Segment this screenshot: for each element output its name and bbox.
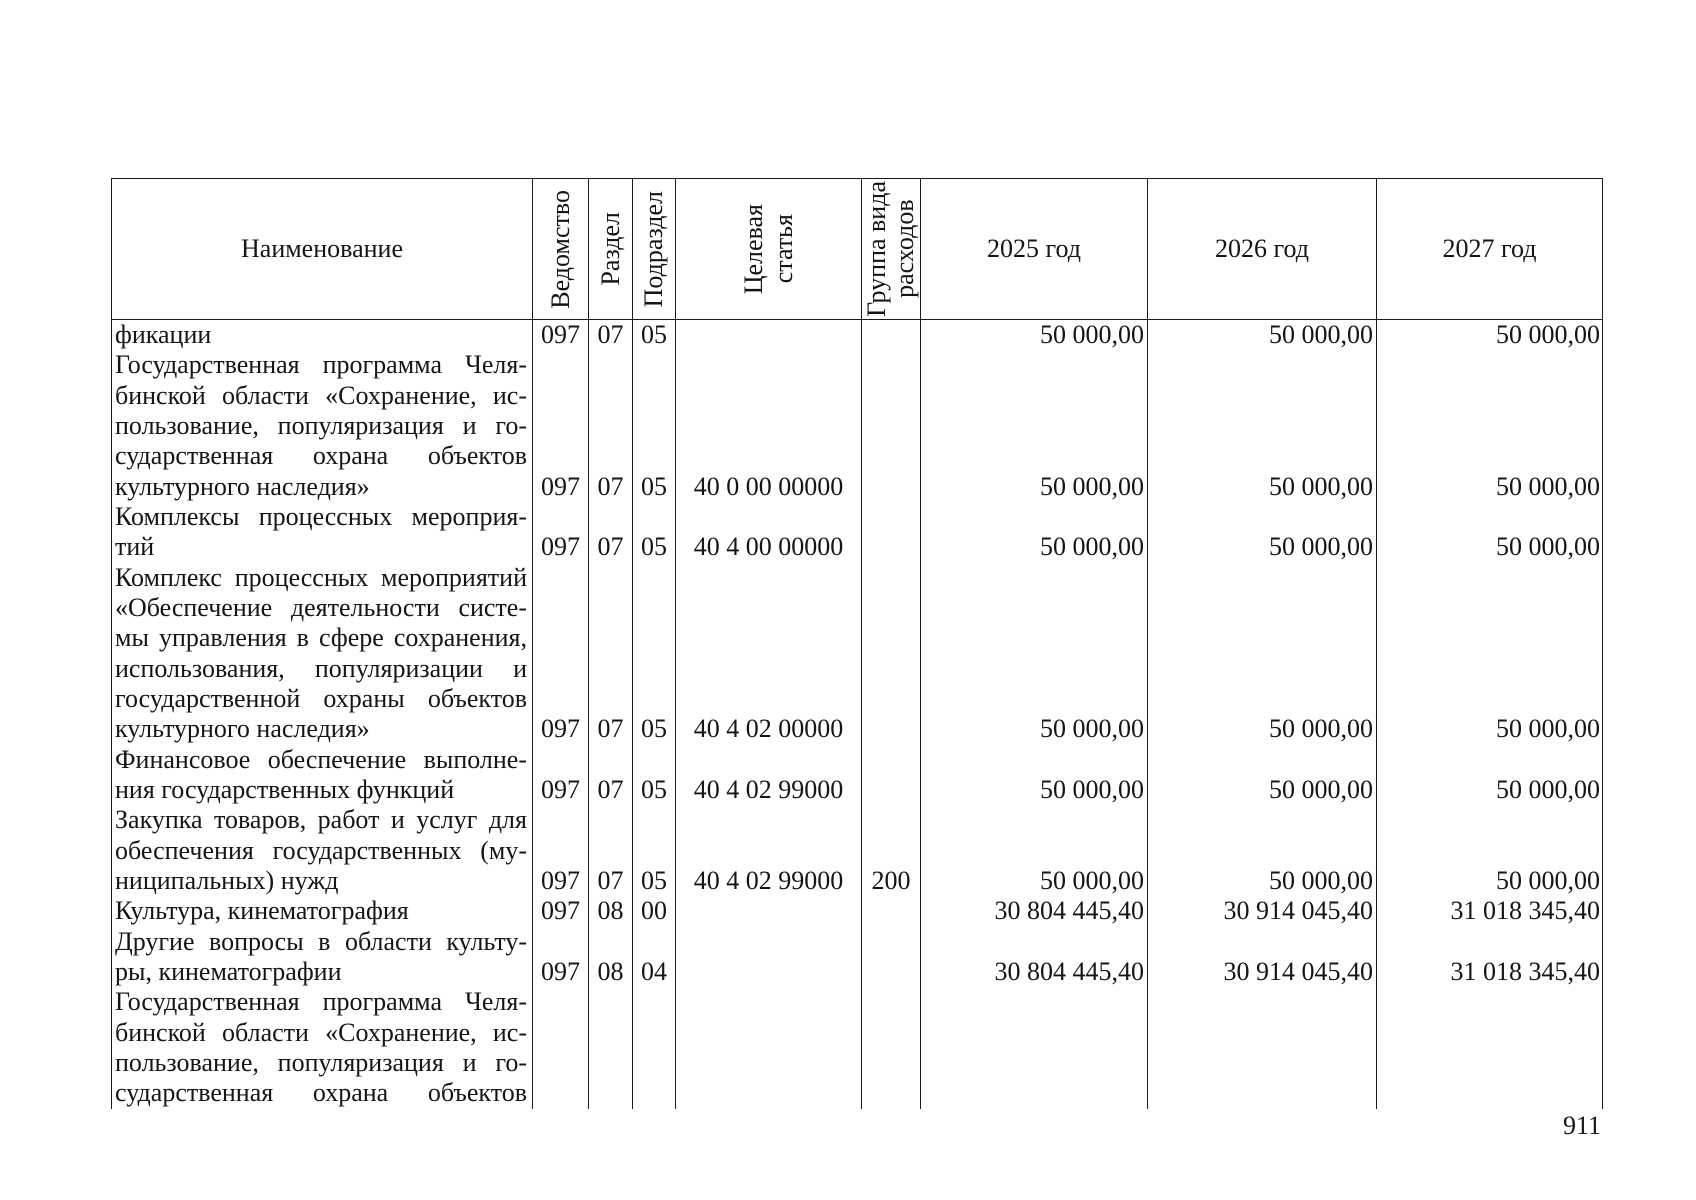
header-year-2027 xyxy=(1376,179,1603,319)
amount-2027-cell xyxy=(1376,896,1603,926)
expense-type-group-cell xyxy=(861,896,920,926)
department-cell xyxy=(532,320,588,350)
department-cell xyxy=(532,563,588,745)
section-code: 07 xyxy=(597,774,624,804)
amount-2025-cell xyxy=(920,320,1147,350)
department-code: 097 xyxy=(541,320,580,349)
amount-2026-cell xyxy=(1147,896,1376,926)
subsection-code: 00 xyxy=(641,896,667,926)
department-cell xyxy=(532,896,588,926)
header-name xyxy=(111,179,532,319)
name-line: ниципальных) нужд xyxy=(115,865,339,895)
amount-2025: 30 804 445,40 xyxy=(994,896,1144,926)
section-cell xyxy=(588,927,632,988)
amount-2025-cell xyxy=(920,896,1147,926)
header-year-2026-label: 2026 год xyxy=(1215,234,1309,263)
expense-type-group-code: 200 xyxy=(871,865,911,895)
amount-2026: 30 914 045,40 xyxy=(1223,896,1373,926)
name-cell xyxy=(111,927,532,988)
amount-2026-cell xyxy=(1147,320,1376,350)
expense-type-group-cell xyxy=(861,350,920,502)
amount-2027-cell xyxy=(1376,987,1603,1108)
amount-2026-cell xyxy=(1147,927,1376,988)
department-cell xyxy=(532,745,588,806)
subsection-code: 05 xyxy=(641,320,667,349)
amount-2027: 50 000,00 xyxy=(1496,774,1600,804)
table-row xyxy=(111,896,1603,926)
amount-2026-cell xyxy=(1147,502,1376,563)
subsection-cell xyxy=(632,805,675,896)
amount-2025-cell xyxy=(920,502,1147,563)
amount-2027-cell xyxy=(1376,350,1603,502)
name-line: тий xyxy=(115,532,155,562)
header-department-label: Ведомство xyxy=(545,189,575,309)
name-line: фикации xyxy=(115,320,212,349)
target-article-cell xyxy=(675,350,861,502)
name-cell xyxy=(111,320,532,350)
header-expense-type-group-line: расходов xyxy=(890,199,919,299)
target-article-code: 40 4 02 99000 xyxy=(693,865,844,895)
name-cell xyxy=(111,805,532,896)
name-line: пользование, популяризация и го- xyxy=(115,1047,527,1077)
amount-2027-cell xyxy=(1376,927,1603,988)
department-code: 097 xyxy=(541,714,580,744)
department-cell xyxy=(532,987,588,1108)
subsection-cell xyxy=(632,987,675,1108)
header-subsection-text xyxy=(639,191,669,307)
table-row xyxy=(111,927,1603,988)
section-code: 08 xyxy=(597,956,624,986)
amount-2026: 50 000,00 xyxy=(1269,714,1373,744)
target-article-code: 40 4 02 99000 xyxy=(693,774,844,804)
section-cell xyxy=(588,896,632,926)
amount-2026-cell xyxy=(1147,745,1376,806)
header-subsection xyxy=(632,179,675,319)
table-row xyxy=(111,350,1603,502)
name-cell xyxy=(111,502,532,563)
name-line: ры, кинематографии xyxy=(115,956,342,986)
name-cell xyxy=(111,350,532,502)
amount-2026: 50 000,00 xyxy=(1269,865,1373,895)
amount-2025: 30 804 445,40 xyxy=(994,956,1144,986)
expense-type-group-cell xyxy=(861,502,920,563)
name-line: мы управления в сфере сохранения, xyxy=(115,623,527,653)
expense-type-group-cell xyxy=(861,745,920,806)
amount-2025: 50 000,00 xyxy=(1040,320,1144,349)
name-line: сударственная охрана объектов xyxy=(115,1078,527,1108)
table-row xyxy=(111,987,1603,1108)
department-cell xyxy=(532,805,588,896)
name-line: обеспечения государственных (му- xyxy=(115,835,527,865)
target-article-cell xyxy=(675,805,861,896)
name-line: бинской области «Сохранение, ис- xyxy=(115,380,527,410)
subsection-code: 05 xyxy=(641,532,667,562)
amount-2025: 50 000,00 xyxy=(1040,774,1144,804)
header-section-label: Раздел xyxy=(595,212,625,286)
amount-2027-cell xyxy=(1376,502,1603,563)
department-code: 097 xyxy=(541,896,580,926)
subsection-cell xyxy=(632,350,675,502)
amount-2025-cell xyxy=(920,350,1147,502)
section-cell xyxy=(588,745,632,806)
name-line: культурного наследия» xyxy=(115,471,370,501)
section-cell xyxy=(588,320,632,350)
name-line: Комплекс процессных мероприятий xyxy=(115,562,527,592)
amount-2026-cell xyxy=(1147,563,1376,745)
header-target-article-line: Целевая xyxy=(738,203,768,295)
subsection-code: 05 xyxy=(641,774,667,804)
department-code: 097 xyxy=(541,774,580,804)
section-cell xyxy=(588,805,632,896)
section-cell xyxy=(588,563,632,745)
name-line: Комплексы процессных мероприя- xyxy=(115,501,527,531)
header-section xyxy=(588,179,632,319)
target-article-cell xyxy=(675,927,861,988)
target-article-cell xyxy=(675,502,861,563)
name-line: Другие вопросы в области культу- xyxy=(115,926,527,956)
subsection-cell xyxy=(632,563,675,745)
amount-2025-cell xyxy=(920,745,1147,806)
subsection-cell xyxy=(632,502,675,563)
department-code: 097 xyxy=(541,532,580,562)
subsection-code: 04 xyxy=(641,956,667,986)
target-article-code: 40 4 00 00000 xyxy=(693,532,844,562)
subsection-cell xyxy=(632,896,675,926)
budget-table xyxy=(111,178,1603,1109)
amount-2027: 50 000,00 xyxy=(1496,320,1600,349)
header-target-article-text xyxy=(739,204,799,294)
section-code: 07 xyxy=(597,471,624,501)
target-article-cell xyxy=(675,896,861,926)
header-year-2025 xyxy=(920,179,1147,319)
name-line: Культура, кинематография xyxy=(115,896,409,926)
page-number: 911 xyxy=(1562,1111,1601,1140)
expense-type-group-cell xyxy=(861,927,920,988)
target-article-cell xyxy=(675,745,861,806)
section-code: 07 xyxy=(597,865,624,895)
amount-2026: 30 914 045,40 xyxy=(1223,956,1373,986)
amount-2027: 31 018 345,40 xyxy=(1450,896,1600,926)
department-code: 097 xyxy=(541,865,580,895)
amount-2026-cell xyxy=(1147,350,1376,502)
amount-2027: 31 018 345,40 xyxy=(1450,956,1600,986)
subsection-code: 05 xyxy=(641,714,667,744)
expense-type-group-cell xyxy=(861,563,920,745)
section-cell xyxy=(588,502,632,563)
table-row xyxy=(111,563,1603,745)
department-code: 097 xyxy=(541,956,580,986)
name-cell xyxy=(111,563,532,745)
amount-2026-cell xyxy=(1147,805,1376,896)
expense-type-group-cell xyxy=(861,805,920,896)
amount-2026: 50 000,00 xyxy=(1269,320,1373,349)
header-year-2027-label: 2027 год xyxy=(1442,234,1537,263)
name-line: сударственная охрана объектов xyxy=(115,441,527,471)
section-cell xyxy=(588,350,632,502)
amount-2027-cell xyxy=(1376,563,1603,745)
name-line: пользование, популяризация и го- xyxy=(115,410,527,440)
section-code: 07 xyxy=(597,320,624,349)
name-line: Закупка товаров, работ и услуг для xyxy=(115,805,527,835)
header-department xyxy=(532,179,588,319)
section-code: 08 xyxy=(597,896,624,926)
target-article-code: 40 0 00 00000 xyxy=(693,471,844,501)
section-code: 07 xyxy=(597,532,624,562)
amount-2025: 50 000,00 xyxy=(1040,471,1144,501)
amount-2025-cell xyxy=(920,987,1147,1108)
amount-2027-cell xyxy=(1376,745,1603,806)
subsection-cell xyxy=(632,745,675,806)
name-line: ния государственных функций xyxy=(115,774,455,804)
name-cell xyxy=(111,896,532,926)
target-article-code: 40 4 02 00000 xyxy=(693,714,844,744)
header-subsection-label: Подраздел xyxy=(639,190,668,308)
header-target-article-line: статья xyxy=(768,214,798,284)
subsection-code: 05 xyxy=(641,471,667,501)
amount-2025-cell xyxy=(920,805,1147,896)
amount-2027: 50 000,00 xyxy=(1496,532,1600,562)
department-code: 097 xyxy=(541,471,580,501)
subsection-cell xyxy=(632,927,675,988)
amount-2026: 50 000,00 xyxy=(1269,471,1373,501)
subsection-code: 05 xyxy=(641,865,667,895)
header-year-2025-label: 2025 год xyxy=(987,234,1081,263)
header-section-text xyxy=(596,212,626,286)
name-cell xyxy=(111,745,532,806)
name-line: использования, популяризации и xyxy=(115,653,527,683)
target-article-cell xyxy=(675,987,861,1108)
table-header-row xyxy=(111,178,1603,320)
name-line: «Обеспечение деятельности систе- xyxy=(115,592,527,622)
table-row xyxy=(111,320,1603,350)
header-expense-type-group-line: Группа вида xyxy=(862,181,891,317)
header-expense-type-group xyxy=(861,179,920,319)
department-cell xyxy=(532,350,588,502)
amount-2025: 50 000,00 xyxy=(1040,532,1144,562)
header-department-text xyxy=(546,190,576,309)
amount-2025-cell xyxy=(920,563,1147,745)
section-cell xyxy=(588,987,632,1108)
name-line: Финансовое обеспечение выполне- xyxy=(115,744,527,774)
amount-2027-cell xyxy=(1376,805,1603,896)
header-expense-type-group-text xyxy=(863,181,919,317)
amount-2026: 50 000,00 xyxy=(1269,774,1373,804)
amount-2025-cell xyxy=(920,927,1147,988)
amount-2025: 50 000,00 xyxy=(1040,865,1144,895)
department-cell xyxy=(532,927,588,988)
header-name-label: Наименование xyxy=(241,234,403,263)
name-line: Государственная программа Челя- xyxy=(115,350,527,380)
amount-2027: 50 000,00 xyxy=(1496,714,1600,744)
target-article-cell xyxy=(675,320,861,350)
name-line: Государственная программа Челя- xyxy=(115,987,527,1017)
target-article-cell xyxy=(675,563,861,745)
name-line: бинской области «Сохранение, ис- xyxy=(115,1017,527,1047)
table-row xyxy=(111,502,1603,563)
amount-2027: 50 000,00 xyxy=(1496,865,1600,895)
name-line: культурного наследия» xyxy=(115,714,370,744)
subsection-cell xyxy=(632,320,675,350)
amount-2025: 50 000,00 xyxy=(1040,714,1144,744)
name-cell xyxy=(111,987,532,1108)
amount-2027: 50 000,00 xyxy=(1496,471,1600,501)
header-year-2026 xyxy=(1147,179,1376,319)
section-code: 07 xyxy=(597,714,624,744)
amount-2026-cell xyxy=(1147,987,1376,1108)
table-row xyxy=(111,745,1603,806)
amount-2026: 50 000,00 xyxy=(1269,532,1373,562)
department-cell xyxy=(532,502,588,563)
expense-type-group-cell xyxy=(861,320,920,350)
header-target-article xyxy=(675,179,861,319)
expense-type-group-cell xyxy=(861,987,920,1108)
table-row xyxy=(111,805,1603,896)
amount-2027-cell xyxy=(1376,320,1603,350)
name-line: государственной охраны объектов xyxy=(115,683,527,713)
